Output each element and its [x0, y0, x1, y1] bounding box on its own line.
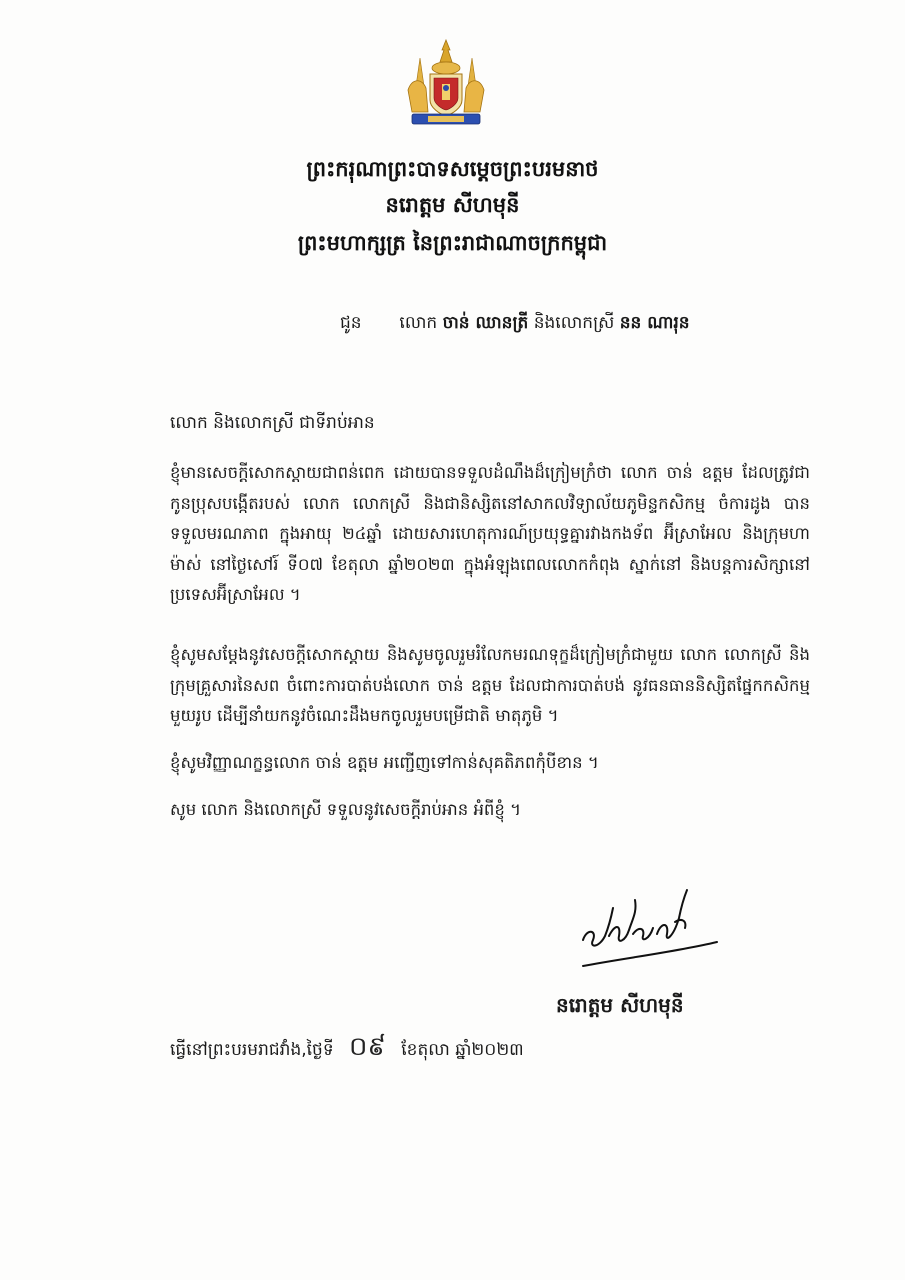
date-prefix: ធ្វើនៅព្រះបរមរាជវាំង,ថ្ងៃទី [170, 1040, 334, 1060]
header-title-line-3: ព្រះមហាក្សត្រ នៃព្រះរាជាណាចក្រកម្ពុជា [297, 231, 608, 255]
body-paragraph-3: ខ្ញុំសូមវិញ្ញាណក្ខន្ធលោក ចាន់ ឧត្តម អញ្ជើញទៅកាន់សុគតិភពកុំបីខាន ។ [170, 753, 599, 772]
salutation: លោក និងលោកស្រី ជាទីរាប់អាន [170, 413, 375, 433]
body-paragraph-4: សូម លោក និងលោកស្រី ទទួលនូវសេចក្តីរាប់អាន អំពីខ្ញុំ ។ [170, 800, 521, 819]
body-paragraph-2: ខ្ញុំសូមសម្តែងនូវសេចក្តីសោកស្តាយ និងសូមចូលរួមរំលែកមរណទុក្ខដ៏ក្រៀមក្រំជាមួយ លោក លោកស្រី និងក្រុមគ្រួសារនៃសព ចំពោះការបាត់បង់លោក ចាន់ ឧត្តម ដែលជាការបាត់បង់ នូវធនធាននិស្សិតផ្នែកកសិកម្មមួយរូប ដើម្បីនាំយកនូវចំណេះដឹងមកចូលរួមបម្រើជាតិ មាតុភូមិ ។ [170, 645, 810, 725]
recipient-line [340, 312, 690, 337]
recipient-name-2: នន ណារុន [619, 313, 690, 333]
royal-coat-of-arms-icon [398, 38, 494, 130]
body-paragraph-1: ខ្ញុំមានសេចក្តីសោកស្តាយជាពន់ពេក ដោយបានទទួលដំណឹងដ៏ក្រៀមក្រំថា លោក ចាន់ ឧត្តម ដែលត្រូវជាកូនប្រុសបង្កើតរបស់ លោក លោកស្រី និងជានិស្សិតនៅសាកលវិទ្យាល័យភូមិន្ទកសិកម្ម ចំការដូង បានទទួលមរណភាព ក្នុងអាយុ ២៤ឆ្នាំ ដោយសារហេតុការណ៍ប្រយុទ្ធគ្នារវាងកងទ័ព អ៊ីស្រាអែល និងក្រុមហាម៉ាស់ នៅថ្ងៃសៅរ៍ ទី០៧ ខែតុលា ឆ្នាំ២០២៣ ក្នុងអំឡុងពេលលោកកំពុង ស្នាក់នៅ និងបន្តការសិក្សានៅប្រទេសអ៊ីស្រាអែល ។ [170, 463, 810, 604]
recipient-connector: និងលោកស្រី [533, 313, 615, 333]
header-title-line-1: ព្រះករុណាព្រះបាទសម្តេចព្រះបរមនាថ [306, 157, 599, 181]
signer-name: នរោត្តម សីហមុនី [556, 993, 684, 1017]
date-suffix: ខែតុលា ឆ្នាំ២០២៣ [401, 1040, 524, 1060]
recipient-title-1: លោក [399, 313, 438, 333]
handwritten-signature [575, 878, 725, 973]
recipient-name-1: ចាន់ ឈានត្រី [442, 313, 529, 333]
date-day-handwritten: ០៩ [349, 1032, 386, 1062]
recipient-prefix: ជូន [340, 313, 362, 333]
date-line [170, 1030, 524, 1068]
header-title-line-2: នរោត្តម សីហមុនី [385, 193, 520, 217]
